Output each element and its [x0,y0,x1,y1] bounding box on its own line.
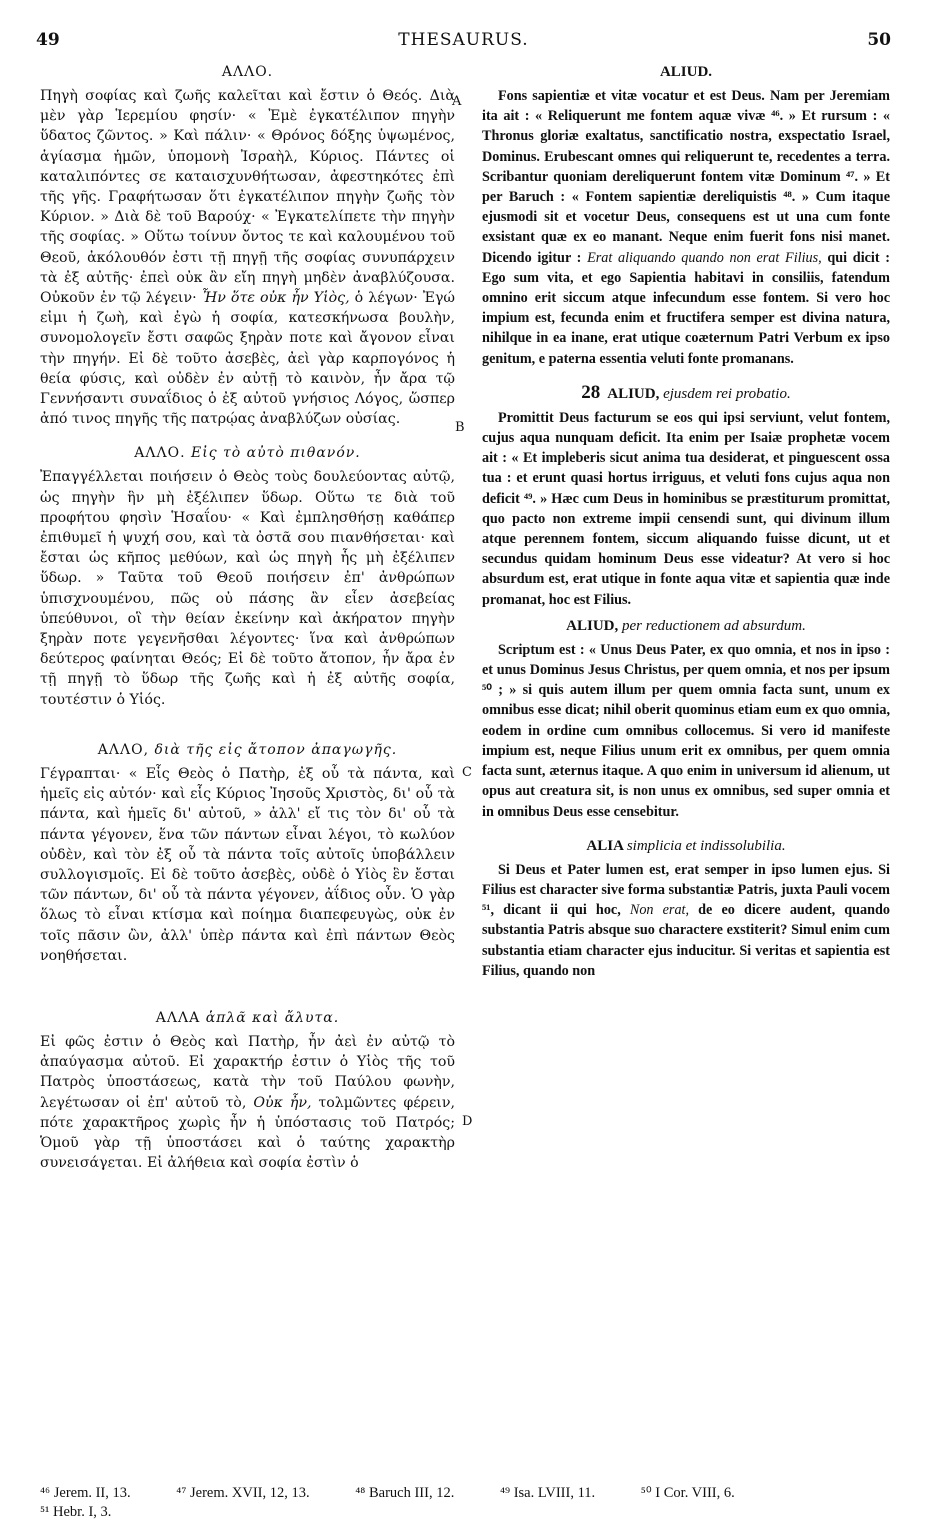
greek-section-4-text [40,1032,455,1173]
greek-section-4-subtitle: ἁπλᾶ καὶ ἄλυτα. [205,1009,340,1026]
greek-section-4-emphasis: Οὐκ ἦν, [253,1094,312,1111]
greek-section-3-heading [40,740,455,760]
column-number: 28 [581,381,601,403]
greek-section-1-emphasis: Ἦν ὅτε οὐκ ἦν Υἱὸς, [201,290,350,307]
running-title: THESAURUS. [398,30,529,50]
latin-column [482,62,890,981]
latin-section-4-body: Si Deus et Pater lumen est, erat semper in ipso lumen ejus. Si Filius est character sive forma substantiæ Patris, juxta Pauli vocem ⁵¹, dicant ii qui hoc, [482,861,890,919]
greek-section-4-body-2: τολμῶντες φέρειν, πότε χαρακτῆρος χωρὶς ἦν ἡ ὑπόστασις τοῦ Πατρός; Ὁμοῦ γὰρ τῇ ὑποστάσει καὶ ὁ ταύτης χαρακτὴρ συνεισάγεται. Εἰ ἀλήθεια καὶ σοφία ἐστὶν ὁ [40,1094,455,1172]
margin-letter-a: A [452,94,462,109]
latin-section-2-heading [482,383,890,404]
footnote-line-1 [40,1484,890,1503]
latin-section-3-title: ALIUD, [566,617,619,634]
greek-section-1-body: Πηγὴ σοφίας καὶ ζωῆς καλεῖται καὶ ἔστιν ὁ Θεός. Διὰ μὲν γὰρ Ἱερεμίου φησίν· « Ἐμὲ ἐγκατέλιπον πηγὴν ὕδατος ζῶντος. » Καὶ πάλιν· « Θρόνος δόξης ὑψωμένος, ἁγίασμα ἡμῶν, ὑπομονὴ Ἰσραὴλ, Κύριος. Πάντες οἱ καταλιπόντες σε καταισχυνθήτωσαν, ἀφεστηκότες ἐπὶ τῆς γῆς. Γραφήτωσαν ὅτι ἐγκατέλιπον πηγὴν ζωῆς τὸν Κύριον. » Διὰ δὲ τοῦ Βαρούχ· « Ἐγκατελίπετε τὴν πηγὴν τῆς σοφίας. » Οὕτω τοίνυν ὄντος τε καὶ καλουμένου τοῦ Θεοῦ, ἀκόλουθόν ἐστι τῇ πηγῇ τῆς σοφίας συνυπάρχειν τὰ ἐξ αὐτῆς· ἐπεὶ οὐκ ἂν εἴη πηγὴ μηδὲν ἀναβλύζουσα. Οὐκοῦν ἐν τῷ λέγειν· [40,88,455,307]
footnotes [40,1484,890,1522]
latin-section-1-heading [482,62,890,82]
latin-section-4-subtitle: simplicia et indissolubilia. [626,837,786,854]
greek-section-4-body: Εἰ φῶς ἐστιν ὁ Θεὸς καὶ Πατὴρ, ἦν ἀεὶ ἐν αὐτῷ τὸ ἀπαύγασμα αὐτοῦ. Εἰ χαρακτήρ ἐστιν ὁ Υἱὸς τῆς τοῦ Πατρὸς ὑποστάσεως, κατὰ τὴν τοῦ Παύλου φωνὴν, λεγέτωσαν οἱ ἐπ' αὐτοῦ τὸ, [40,1033,455,1111]
latin-section-4-body-2: de eo dicere audent, quando substantia Patris absque suo charactere exstiterit? Simul enim cum substantia etiam character ejus inducitur. Si veritas et sapientia est Filius, quando non [482,902,891,979]
latin-section-2-title: ALIUD, [607,385,660,402]
latin-section-1-body-2: qui dicit : Ego sum vita, et ego Sapientia habitavi in consiliis, fatendum omnino erit siccum atque infecundum esse fontem. Si vero hoc impium est, fecunda enim et fructifera semper est divina natura, nihilque in ea inane, erat utique coæternum Patri Verbum ex ipso genitum, e paterna essentia veluti fonte promanans. [482,249,891,367]
latin-section-4-text [482,860,890,981]
greek-section-3-text: Γέγραπται· « Εἷς Θεὸς ὁ Πατὴρ, ἐξ οὗ τὰ πάντα, καὶ ἡμεῖς εἰς αὐτόν· καὶ εἷς Κύριος Ἰησοῦς Χριστὸς, δι' οὗ τὰ πάντα, καὶ ἡμεῖς δι' αὐτοῦ, » ἀλλ' εἴ τις τὸν δι' οὗ τὰ πάντα γέγονεν, ἕνα τῶν πάντων εἶναι λέγοι, τὸ κωλύον οὐδὲν, καὶ τὸν ἐξ οὗ τὰ πάντα τοῖς αὐτοῖς ὑποβάλλειν συλλογισμοῖς. Εἰ δὲ τοῦτο ἀσεβὲς, οὐδὲ ὁ Υἱὸς ἓν ἔσται τῶν πάντων, δι' οὗ τὰ πάντα γέγονεν, ἀΐδιος οὖν. Ὁ γὰρ ὅλως τὸ εἶναι κτίσμα καὶ ποίημα διαπεφευγὼς, οὐκ ἐν τοῖς πᾶσιν ὢν, ἀλλ' ὑπὲρ πάντα καὶ ἐπὶ πάντων Θεὸς νοηθήσεται. [40,765,455,964]
footnote-51: ⁵¹ Hebr. I, 3. [40,1504,112,1520]
left-page-number: 49 [36,30,60,50]
greek-section-2-text: Ἐπαγγέλλεται ποιήσειν ὁ Θεὸς τοὺς δουλεύοντας αὐτῷ, ὡς πηγὴν ἣν μὴ ἐξέλιπεν ὕδωρ. Οὕτω τε διὰ τοῦ προφήτου φησὶν Ἡσαΐου· « Καὶ ἐμπλησθήσῃ καθάπερ ἐπιθυμεῖ ἡ ψυχή σου, καὶ τὰ ὀστᾶ σου πιανθήσεται· καὶ ἔσται ὡς κῆπος μεθύων, καὶ ὡς πηγὴ ἧς μὴ ἐξέλιπεν ὕδωρ. » Ταῦτα τοῦ Θεοῦ ποιήσειν ἐπ' ἀνθρώπων ὑπισχνουμένου, πῶς οὐ πάσης ἂν εἶεν ἀσεβείας ὑπεύθυνοι, οἳ τὴν θείαν ἐκείνην καὶ ἀκήρατον πηγὴν ξηρὰν ποτε γεγενῆσθαι λέγοντες· ἵνα καὶ ἀνθρώπων δεύτερος φαίνηται Θεός; Εἰ δὲ τοῦτο ἄτοπον, ἦν ἄρα ἐν τῇ πηγῇ τὸ ὕδωρ τῆς ζωῆς καὶ ἡ ἐξ αὐτῆς σοφία, τουτέστιν ὁ Υἱός. [40,469,455,708]
latin-section-3-subtitle: per reductionem ad absurdum. [621,617,806,634]
greek-column [40,62,455,1173]
margin-letter-d: D [462,1114,473,1129]
margin-letter-c: C [462,765,472,780]
latin-section-1-emphasis: Erat aliquando quando non erat Filius, [587,249,822,266]
margin-letter-b: B [455,420,465,435]
latin-section-3-heading [482,616,890,636]
footnote-46: ⁴⁶ Jerem. II, 13. [40,1485,131,1501]
greek-section-2-heading [40,443,455,463]
footnote-line-2 [40,1503,890,1522]
footnote-49: ⁴⁹ Isa. LVIII, 11. [499,1485,596,1501]
greek-section-4-heading [40,1008,455,1028]
latin-section-2-subtitle: ejusdem rei probatio. [663,385,791,402]
footnote-48: ⁴⁸ Baruch III, 12. [355,1485,455,1501]
greek-section-3-subtitle: διὰ τῆς εἰς ἄτοπον ἀπαγωγῆς. [154,741,398,758]
greek-section-1-heading [40,62,455,82]
latin-section-1-title: ALIUD. [659,64,713,80]
latin-section-1-body: Fons sapientiæ et vitæ vocatur et est Deus. Nam per Jeremiam ita ait : « Reliquerunt me fontem aquæ vivæ ⁴⁶. » Et rursum : « Thronus gloriæ exaltatus, sanctificatio nostra, exspectatio Israel, Dominus. Erubescant omnes qui reliquerunt te, recedentes a terra. Scribantur quoniam dereliquerunt fontem vitæ Dominum ⁴⁷. » Et per Baruch : « Fontem sapientiæ dereliquistis ⁴⁸. » Cum itaque ejusmodi sit et vocetur Deus, consequens est ut una cum fonte exsistant quæ ex eo manant. Neque enim fuerit fons nisi manet. Dicendo igitur : [482,88,890,266]
greek-section-2-subtitle: Εἰς τὸ αὐτὸ πιθανόν. [191,445,361,462]
greek-section-1-body-2: ὁ λέγων· Ἐγώ εἰμι ἡ ζωὴ, καὶ ἐγὼ ἡ σοφία, κατεσκήνωσα βουλὴν, συνομολογεῖν ἔστι σαφῶς ξηρὰν ποτε καὶ ἄγονον εἶναι τὴν πηγήν. Εἰ δὲ τοῦτο ἀσεβὲς, ἀεὶ γὰρ καρπογόνος ἡ θεία φύσις, καὶ οὐδὲν ἐν αὐτῇ τὸ καινὸν, ἦν ἄρα τῷ Γεννήσαντι συναΐδιος ὁ ἐξ αὐτοῦ γνήσιος Λόγος, ὥσπερ ἀπό τινος πηγῆς τῆς πατρῴας ἀναβλύζων οὐσίας. [40,290,455,428]
greek-section-1-text [40,86,455,429]
latin-section-4-heading [482,836,890,856]
footnote-50: ⁵⁰ I Cor. VIII, 6. [640,1485,735,1501]
greek-section-1-title: ΑΛΛΟ. [221,64,274,80]
greek-section-4-title: ΑΛΛΑ [155,1009,201,1026]
latin-section-2-text: Promittit Deus facturum se eos qui ipsi serviunt, velut fontem, cujus aqua nunquam deficit. Ita enim per Isaiæ prophetæ vocem ait : « Et impleberis sicut anima tua desiderat, et pinguescent ossa tua : et erunt quasi hortus irriguus, et veluti fons cujus aqua non deficit ⁴⁹. » Hæc cum Deus in hominibus se præstiturum promittat, quo pacto non extreme impii censendi sunt, qui divinum illum atque perennem fontem, siccum aliquando fuisse dicunt, ut et secundus quidam hominum Deus esse videatur? At vero si hoc absurdum est, erat utique in fonte aqua vitæ et sapientia quæ inde promanat, hoc est Filius. [482,409,890,608]
footnote-47: ⁴⁷ Jerem. XVII, 12, 13. [176,1485,310,1501]
greek-section-3-title: ΑΛΛΟ, [97,741,150,758]
latin-section-3-text: Scriptum est : « Unus Deus Pater, ex quo omnia, et nos in ipso : et unus Dominus Jesus Christus, per quem omnia, et nos per ipsum ⁵⁰ ; » si quis autem illum per quem omnia facta sunt, unum ex omnibus esse dicat; nihil oberit quominus etiam eum ex quo omnia, eodem in ordine cum omnibus collocemus. Si vero id manifeste impium est, neque Filius unum erit ex omnibus, per quem omnia facta sunt, æternus itaque. A quo enim in universum id alienum, ut opus aut creatura sit, is non unus ex omnibus, sed super omnia et in omnibus Deus esse censebitur. [482,641,890,820]
latin-section-4-title: ALIA [586,837,624,854]
running-head [36,30,891,56]
right-page-number: 50 [867,30,891,50]
latin-section-1-text [482,86,890,369]
greek-section-2-title: ΑΛΛΟ. [134,445,186,462]
latin-section-4-emphasis: Non erat, [629,902,690,919]
